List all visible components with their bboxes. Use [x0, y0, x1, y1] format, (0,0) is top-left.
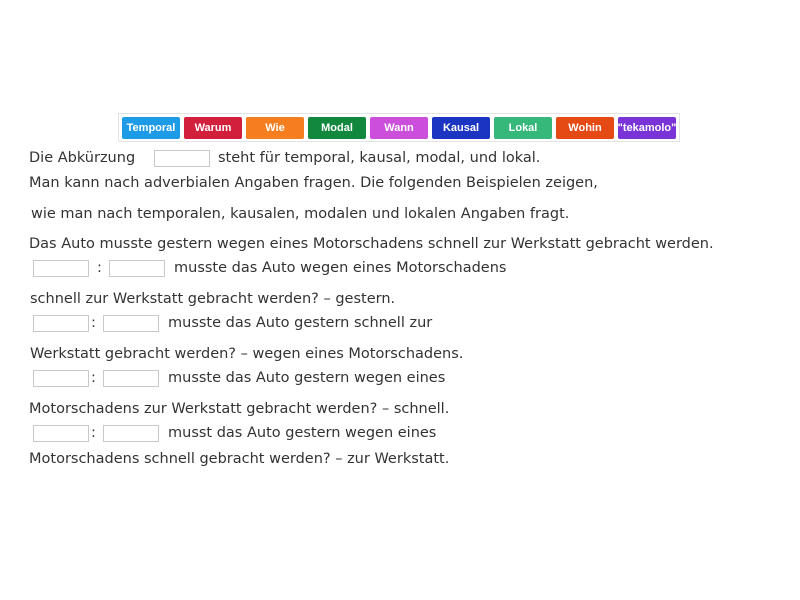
word-bank	[118, 113, 680, 142]
tile-warum[interactable]: Warum	[184, 117, 242, 139]
text-beispielsatz: Das Auto musste gestern wegen eines Motorschadens schnell zur Werkstatt gebracht werden.	[29, 236, 714, 252]
text-frage-3b: Motorschadens zur Werkstatt gebracht werden? – schnell.	[29, 401, 450, 417]
drop-blank-2[interactable]	[33, 260, 89, 277]
tile-modal[interactable]: Modal	[308, 117, 366, 139]
colon: :	[91, 370, 96, 386]
text-frage-1b: schnell zur Werkstatt gebracht werden? – gestern.	[30, 291, 396, 307]
drop-blank-6[interactable]	[33, 370, 89, 387]
text-fragen: Man kann nach adverbialen Angaben fragen. Die folgenden Beispielen zeigen,	[29, 175, 598, 191]
tile-tekamolo[interactable]: "tekamolo"	[618, 117, 676, 139]
text-steht-fuer: steht für temporal, kausal, modal, und lokal.	[218, 150, 541, 166]
drop-blank-8[interactable]	[33, 425, 89, 442]
text-frage-2a: musste das Auto gestern schnell zur	[168, 315, 433, 331]
tile-kausal[interactable]: Kausal	[432, 117, 490, 139]
text-abkuerzung: Die Abkürzung	[29, 150, 136, 166]
text-wie-man: wie man nach temporalen, kausalen, modalen und lokalen Angaben fragt.	[31, 206, 570, 222]
tile-temporal[interactable]: Temporal	[122, 117, 180, 139]
text-frage-3a: musste das Auto gestern wegen eines	[168, 370, 446, 386]
drop-blank-1[interactable]	[154, 150, 210, 167]
colon: :	[91, 315, 96, 331]
drop-blank-5[interactable]	[103, 315, 159, 332]
tile-lokal[interactable]: Lokal	[494, 117, 552, 139]
colon: :	[97, 260, 102, 276]
drop-blank-3[interactable]	[109, 260, 165, 277]
drop-blank-4[interactable]	[33, 315, 89, 332]
tile-wie[interactable]: Wie	[246, 117, 304, 139]
tile-wohin[interactable]: Wohin	[556, 117, 614, 139]
tile-wann[interactable]: Wann	[370, 117, 428, 139]
text-frage-4a: musst das Auto gestern wegen eines	[168, 425, 437, 441]
drop-blank-9[interactable]	[103, 425, 159, 442]
text-frage-4b: Motorschadens schnell gebracht werden? – zur Werkstatt.	[29, 451, 450, 467]
drop-blank-7[interactable]	[103, 370, 159, 387]
colon: :	[91, 425, 96, 441]
text-frage-2b: Werkstatt gebracht werden? – wegen eines Motorschadens.	[30, 346, 464, 362]
text-frage-1a: musste das Auto wegen eines Motorschadens	[174, 260, 507, 276]
